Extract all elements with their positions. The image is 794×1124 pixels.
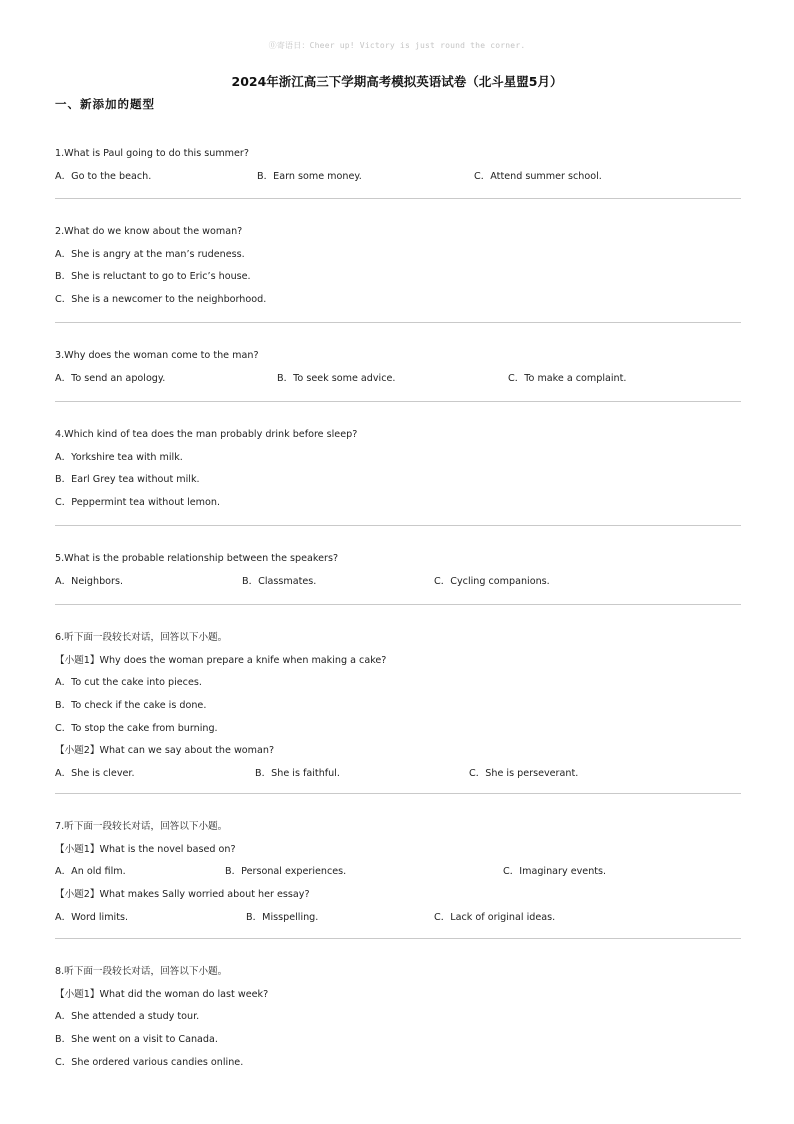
option-a[interactable]: A．Yorkshire tea with milk. xyxy=(55,451,183,463)
option-c[interactable]: C．She ordered various candies online. xyxy=(55,1056,244,1068)
option-b[interactable]: B．Earl Grey tea without milk. xyxy=(55,474,200,486)
watermark-motto: ⓪寄语日：Cheer up! Victory is just round the corner. xyxy=(268,41,526,50)
question-stem: 7.听下面一段较长对话，回答以下小题。 xyxy=(55,821,228,832)
option-c[interactable]: C．Lack of original ideas. xyxy=(434,911,556,923)
option-c[interactable]: C．To stop the cake from burning. xyxy=(55,722,218,734)
divider xyxy=(55,401,741,402)
option-b[interactable]: B．Misspelling. xyxy=(246,911,319,923)
question-stem: 6.听下面一段较长对话，回答以下小题。 xyxy=(55,632,228,643)
divider xyxy=(55,525,741,526)
subquestion-2-stem: 【小题2】What can we say about the woman? xyxy=(55,745,275,757)
question-4 xyxy=(55,424,741,515)
divider xyxy=(55,938,741,939)
option-a[interactable]: A．Neighbors. xyxy=(55,575,124,587)
question-3 xyxy=(55,345,741,390)
option-a[interactable]: A．To cut the cake into pieces. xyxy=(55,677,202,689)
option-a[interactable]: A．She is clever. xyxy=(55,768,135,780)
subquestion-2-stem: 【小题2】What makes Sally worried about her essay? xyxy=(55,889,310,901)
option-row xyxy=(55,861,741,884)
option-b[interactable]: B．To check if the cake is done. xyxy=(55,700,207,712)
option-row xyxy=(55,368,741,391)
question-stem: 2.What do we know about the woman? xyxy=(55,226,243,237)
option-c[interactable]: C．Attend summer school. xyxy=(474,170,602,182)
subquestion-1-stem: 【小题1】Why does the woman prepare a knife when making a cake? xyxy=(55,654,387,666)
question-stem: 1.What is Paul going to do this summer? xyxy=(55,148,249,159)
divider xyxy=(55,322,741,323)
option-row xyxy=(55,571,741,594)
divider xyxy=(55,604,741,605)
question-5 xyxy=(55,548,741,593)
option-b[interactable]: B．Earn some money. xyxy=(257,170,362,182)
option-c[interactable]: C．To make a complaint. xyxy=(508,372,627,384)
option-b[interactable]: B．Personal experiences. xyxy=(225,866,347,878)
section-heading: 一、新添加的题型 xyxy=(55,97,155,111)
option-b[interactable]: B．She is faithful. xyxy=(255,768,340,780)
option-c[interactable]: C．Cycling companions. xyxy=(434,575,550,587)
option-c[interactable]: C．She is perseverant. xyxy=(469,768,579,780)
question-7 xyxy=(55,816,741,929)
option-row xyxy=(55,166,741,189)
option-row xyxy=(55,763,741,786)
question-1 xyxy=(55,143,741,188)
option-a[interactable]: A．To send an apology. xyxy=(55,372,166,384)
divider xyxy=(55,793,741,794)
option-a[interactable]: A．She attended a study tour. xyxy=(55,1011,200,1023)
option-a[interactable]: A．An old film. xyxy=(55,866,126,878)
question-stem: 8.听下面一段较长对话，回答以下小题。 xyxy=(55,966,228,977)
question-8 xyxy=(55,961,741,1074)
option-b[interactable]: B．Classmates. xyxy=(242,575,317,587)
question-stem: 3.Why does the woman come to the man? xyxy=(55,350,259,361)
exam-title: 2024年浙江高三下学期高考模拟英语试卷（北斗星盟5月） xyxy=(231,74,563,89)
question-2 xyxy=(55,221,741,312)
option-a[interactable]: A．Word limits. xyxy=(55,911,129,923)
option-b[interactable]: B．She is reluctant to go to Eric’s house. xyxy=(55,271,251,283)
option-c[interactable]: C．Peppermint tea without lemon. xyxy=(55,497,221,509)
option-b[interactable]: B．To seek some advice. xyxy=(277,372,396,384)
question-6 xyxy=(55,627,741,786)
option-a[interactable]: A．She is angry at the man’s rudeness. xyxy=(55,248,245,260)
option-c[interactable]: C．She is a newcomer to the neighborhood. xyxy=(55,294,267,306)
divider xyxy=(55,198,741,199)
option-c[interactable]: C．Imaginary events. xyxy=(503,866,607,878)
option-b[interactable]: B．She went on a visit to Canada. xyxy=(55,1034,218,1046)
option-row xyxy=(55,907,741,930)
subquestion-1-stem: 【小题1】What did the woman do last week? xyxy=(55,988,269,1000)
question-stem: 4.Which kind of tea does the man probably drink before sleep? xyxy=(55,429,358,440)
question-stem: 5.What is the probable relationship between the speakers? xyxy=(55,553,339,564)
option-a[interactable]: A．Go to the beach. xyxy=(55,170,152,182)
subquestion-1-stem: 【小题1】What is the novel based on? xyxy=(55,843,236,855)
